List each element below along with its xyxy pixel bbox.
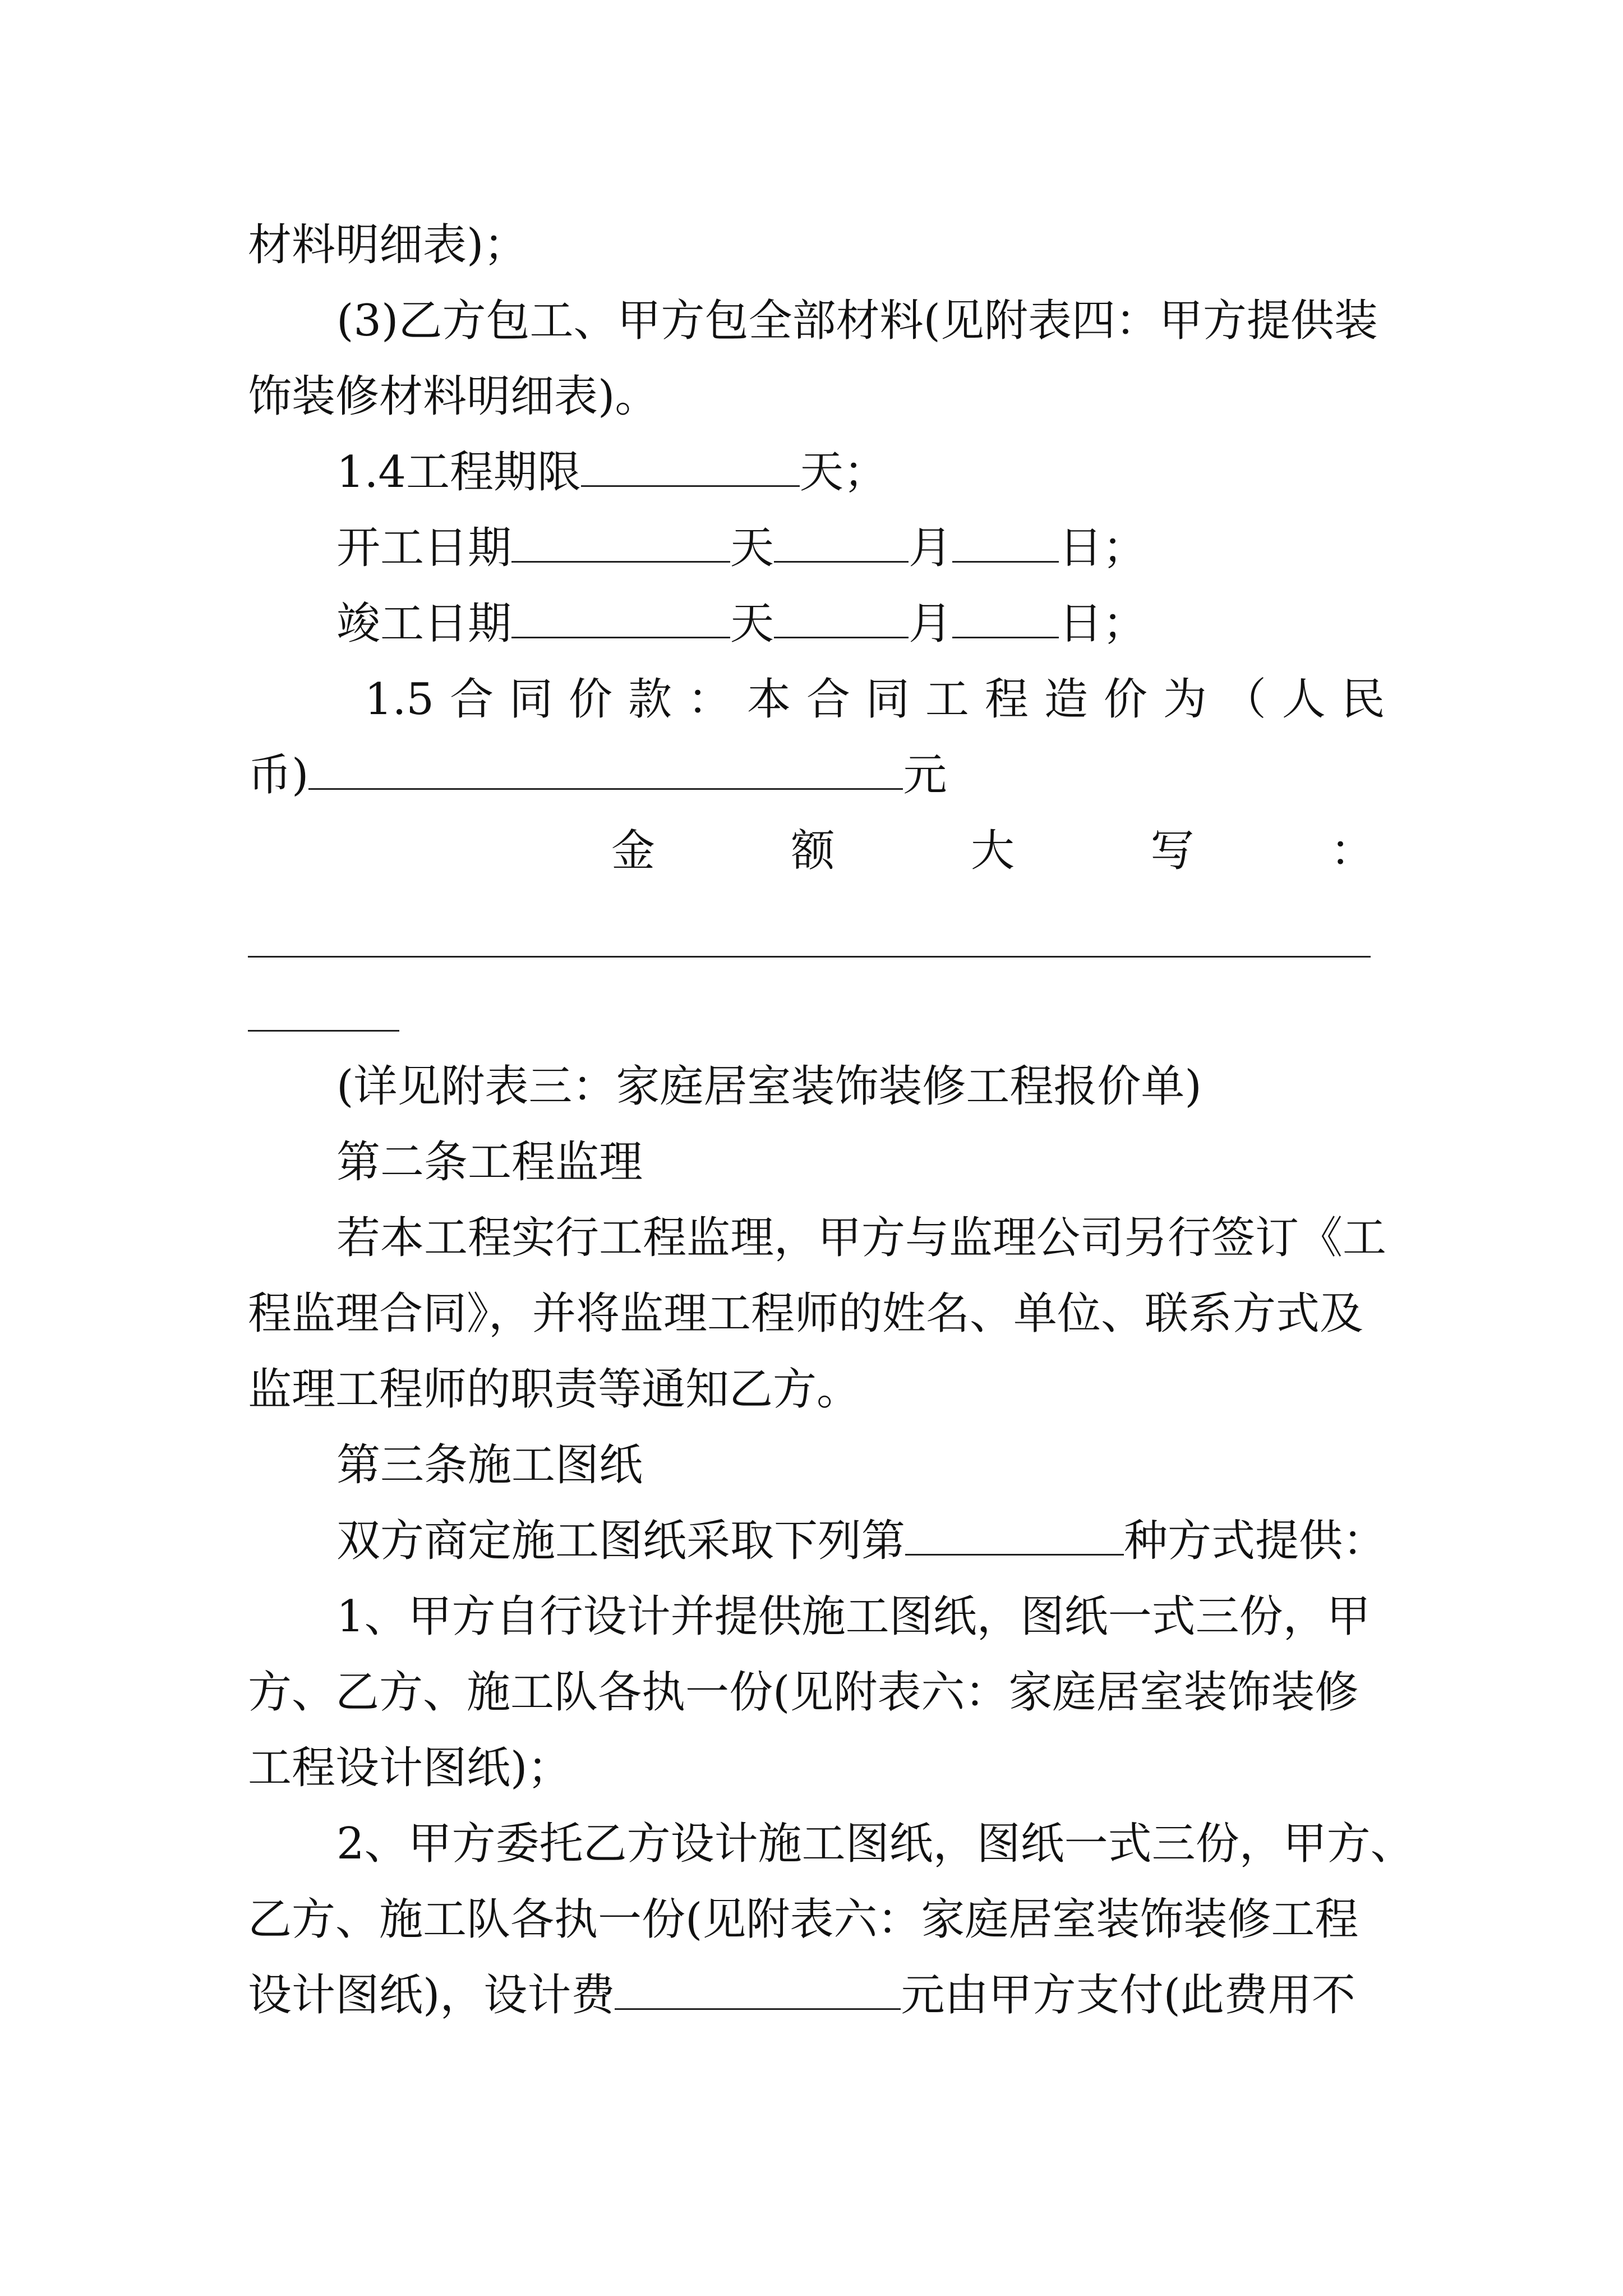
- text: 方、乙方、施工队各执一份(见附表六：家庭居室装饰装修: [248, 1667, 1359, 1718]
- text: 第三条施工图纸: [336, 1440, 643, 1490]
- text: 若本工程实行工程监理，甲方与监理公司另行签订《工: [336, 1213, 1387, 1263]
- text-line: [248, 220, 528, 270]
- end-date-line: [336, 599, 1147, 649]
- blank-field[interactable]: [308, 754, 903, 790]
- text: 饰装修材料明细表)。: [248, 371, 659, 422]
- label: 元由甲方支付(此费用不: [901, 1970, 1355, 2021]
- text-line: [248, 1364, 861, 1415]
- label: 种方式提供：: [1124, 1516, 1387, 1566]
- text: 造: [1044, 674, 1088, 725]
- text: 第二条工程监理: [336, 1137, 643, 1188]
- blank-field[interactable]: [952, 527, 1059, 563]
- text-line: [336, 1819, 1414, 1869]
- text: 款: [628, 674, 672, 725]
- text: 程: [984, 674, 1029, 725]
- start-date-line: [336, 523, 1147, 573]
- text-line: [248, 1667, 1359, 1718]
- label: 天: [730, 523, 774, 573]
- label: 竣工日期: [336, 599, 512, 649]
- text: 乙方、施工队各执一份(见附表六：家庭居室装饰装修工程: [248, 1894, 1359, 1945]
- text: 为: [1163, 674, 1207, 725]
- text: 额: [791, 826, 835, 876]
- drawing-method-line: [336, 1516, 1387, 1566]
- label: 天: [730, 599, 774, 649]
- section-heading: [336, 1137, 643, 1188]
- text: 1.5: [365, 674, 435, 725]
- text: 2、甲方委托乙方设计施工图纸，图纸一式三份，甲方、: [336, 1819, 1414, 1869]
- blank-field[interactable]: [774, 527, 909, 563]
- text-line: [248, 371, 659, 422]
- label: 天；: [800, 447, 888, 498]
- blank-field[interactable]: [581, 452, 800, 487]
- text: 合: [450, 674, 494, 725]
- blank-rule[interactable]: [248, 956, 1371, 958]
- text: ：: [1330, 826, 1374, 876]
- text: 监理工程师的职责等通知乙方。: [248, 1364, 861, 1415]
- text: 工: [925, 674, 969, 725]
- text-line: [248, 1289, 1364, 1339]
- label: 日；: [1059, 599, 1147, 649]
- section-heading: [336, 1440, 643, 1490]
- label: 双方商定施工图纸采取下列第: [336, 1516, 906, 1566]
- label: 币): [248, 750, 309, 800]
- construction-period-line: [336, 447, 888, 498]
- label: 月: [909, 523, 953, 573]
- text: 本: [746, 674, 791, 725]
- text: 工程设计图纸)；: [248, 1743, 571, 1793]
- blank-field[interactable]: [905, 1520, 1124, 1556]
- text: 金: [611, 826, 656, 876]
- label: 元: [903, 750, 947, 800]
- design-fee-line: [248, 1970, 1355, 2021]
- text: (详见附表三：家庭居室装饰装修工程报价单): [336, 1061, 1202, 1112]
- text: 写: [1150, 826, 1195, 876]
- label: 1.4工程期限: [336, 447, 582, 498]
- blank-field[interactable]: [774, 603, 909, 638]
- text: 合: [806, 674, 850, 725]
- text: 1、甲方自行设计并提供施工图纸，图纸一式三份，甲: [336, 1591, 1371, 1642]
- blank-field[interactable]: [511, 603, 730, 638]
- text: 人: [1281, 674, 1326, 725]
- amount-in-words-line: [611, 826, 1374, 876]
- text-line: [336, 296, 1378, 346]
- text: （: [1222, 674, 1266, 725]
- text: ：: [687, 674, 731, 725]
- text-line: [336, 1591, 1371, 1642]
- text: 大: [970, 826, 1015, 876]
- blank-field[interactable]: [615, 1975, 901, 2010]
- text: 同: [509, 674, 554, 725]
- text-line: [248, 1894, 1359, 1945]
- text: 程监理合同》，并将监理工程师的姓名、单位、联系方式及: [248, 1289, 1364, 1339]
- contract-price-line: [365, 674, 1385, 725]
- label: 开工日期: [336, 523, 512, 573]
- blank-field[interactable]: [511, 527, 730, 563]
- label: 月: [909, 599, 953, 649]
- currency-line: [248, 750, 947, 800]
- blank-field[interactable]: [952, 603, 1059, 638]
- text: 同: [865, 674, 910, 725]
- text: 价: [1103, 674, 1147, 725]
- text: (3)乙方包工、甲方包全部材料(见附表四：甲方提供装: [336, 296, 1378, 346]
- text-line: [248, 1743, 571, 1793]
- label: 设计图纸)，设计费: [248, 1970, 615, 2021]
- blank-rule[interactable]: [248, 1030, 399, 1032]
- text: 价: [568, 674, 612, 725]
- text: 民: [1341, 674, 1385, 725]
- text-line: [336, 1213, 1387, 1263]
- text-line: [336, 1061, 1202, 1112]
- text: 材料明细表)；: [248, 220, 528, 270]
- label: 日；: [1059, 523, 1147, 573]
